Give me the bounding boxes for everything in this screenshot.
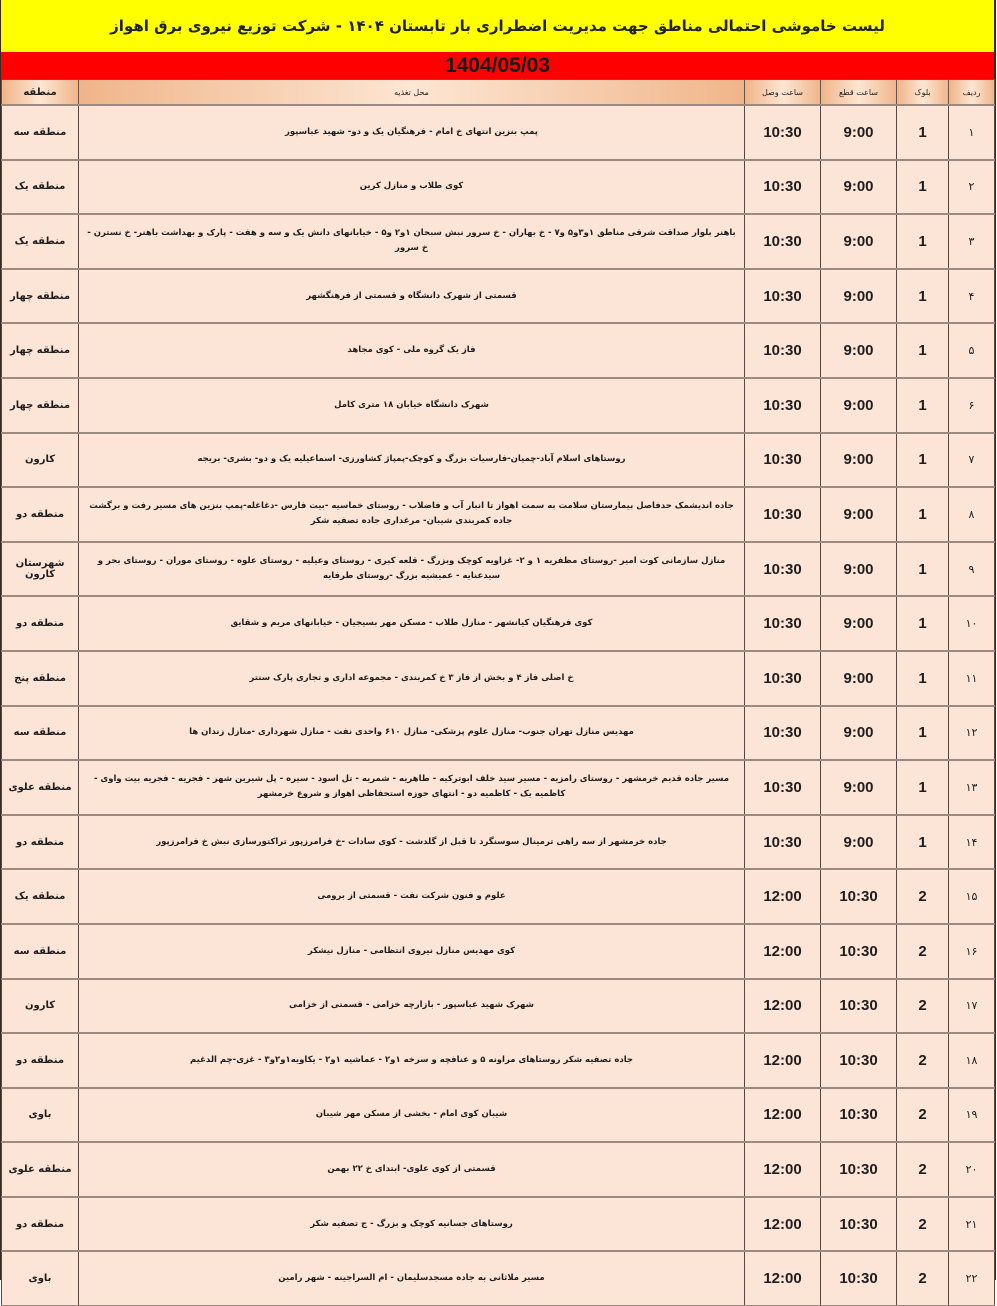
row-number-cell: ۴ [949, 269, 995, 324]
header-feed-location: محل تغذیه [79, 80, 745, 106]
cut-time-cell: 10:30 [821, 924, 897, 979]
row-number-cell: ۱۹ [949, 1088, 995, 1143]
zone-cell: منطقه دو [2, 487, 79, 542]
table-row [2, 542, 995, 597]
title-banner [1, 0, 994, 53]
feed-location-cell: شیبان کوی امام - بخشی از مسکن مهر شیبان [79, 1088, 745, 1143]
feed-location-cell: قسمتی از شهرک دانشگاه و قسمتی از فرهنگشهر [79, 269, 745, 324]
row-number-cell: ۶ [949, 378, 995, 433]
block-cell: 1 [897, 323, 949, 378]
reconnect-time-cell: 12:00 [745, 1033, 821, 1088]
block-cell: 1 [897, 160, 949, 215]
zone-cell: منطقه علوی [2, 760, 79, 815]
cut-time-cell: 9:00 [821, 542, 897, 597]
reconnect-time-cell: 12:00 [745, 1142, 821, 1197]
cut-time-cell: 10:30 [821, 1033, 897, 1088]
table-row [2, 323, 995, 378]
feed-location-cell: علوم و فنون شرکت نفت - قسمتی از برومی [79, 869, 745, 924]
feed-location-cell: خ اصلی فاز ۴ و بخش از فاز ۳ خ کمربندی - مجموعه اداری و تجاری پارک سنتر [79, 651, 745, 706]
feed-location-cell: شهرک دانشگاه خیابان ۱۸ متری کامل [79, 378, 745, 433]
reconnect-time-cell: 10:30 [745, 596, 821, 651]
reconnect-time-cell: 10:30 [745, 214, 821, 269]
block-cell: 1 [897, 433, 949, 488]
reconnect-time-cell: 12:00 [745, 1197, 821, 1252]
feed-location-cell: جاده تصفیه شکر روستاهای مراونه ۵ و عنافچه و سرخه ۱و۲ - عماشیه ۱و۲ - یکاویه۱و۲و۳ - غزی-چم الدغیم [79, 1033, 745, 1088]
block-cell: 1 [897, 706, 949, 761]
row-number-cell: ۵ [949, 323, 995, 378]
zone-cell: منطقه چهار [2, 269, 79, 324]
cut-time-cell: 10:30 [821, 869, 897, 924]
cut-time-cell: 9:00 [821, 487, 897, 542]
table-row [2, 433, 995, 488]
table-row [2, 651, 995, 706]
date-banner [1, 52, 994, 79]
reconnect-time-cell: 10:30 [745, 269, 821, 324]
reconnect-time-cell: 10:30 [745, 651, 821, 706]
zone-cell: باوی [2, 1088, 79, 1143]
cut-time-cell: 9:00 [821, 760, 897, 815]
header-block: بلوک [897, 80, 949, 106]
feed-location-cell: قسمتی از کوی علوی- ابتدای خ ۲۲ بهمن [79, 1142, 745, 1197]
table-row [2, 214, 995, 269]
block-cell: 1 [897, 269, 949, 324]
reconnect-time-cell: 10:30 [745, 105, 821, 160]
table-row [2, 378, 995, 433]
reconnect-time-cell: 10:30 [745, 378, 821, 433]
reconnect-time-cell: 12:00 [745, 1088, 821, 1143]
block-cell: 2 [897, 924, 949, 979]
feed-location-cell: کوی فرهنگیان کیانشهر - منازل طلاب - مسکن مهر بسیجیان - خیابانهای مریم و شقایق [79, 596, 745, 651]
reconnect-time-cell: 12:00 [745, 1251, 821, 1305]
block-cell: 2 [897, 979, 949, 1034]
block-cell: 1 [897, 378, 949, 433]
table-row [2, 815, 995, 870]
cut-time-cell: 9:00 [821, 269, 897, 324]
zone-cell: شهرستان کارون [2, 542, 79, 597]
block-cell: 2 [897, 869, 949, 924]
block-cell: 1 [897, 815, 949, 870]
zone-cell: منطقه سه [2, 105, 79, 160]
cut-time-cell: 9:00 [821, 706, 897, 761]
cut-time-cell: 9:00 [821, 433, 897, 488]
zone-cell: منطقه سه [2, 706, 79, 761]
feed-location-cell: جاده خرمشهر از سه راهی ترمینال سوسنگرد تا قبل از گلدشت - کوی سادات -خ فرامرزپور تراکتورسازی نبش خ فرامرزپور [79, 815, 745, 870]
table-row [2, 160, 995, 215]
zone-cell: منطقه چهار [2, 378, 79, 433]
block-cell: 2 [897, 1033, 949, 1088]
feed-location-cell: روستاهای اسلام آباد-چمیان-فارسیات بزرگ و کوچک-پمپاژ کشاورزی- اسماعیلیه یک و دو- بشری- بریجه [79, 433, 745, 488]
cut-time-cell: 10:30 [821, 1251, 897, 1305]
row-number-cell: ۱۸ [949, 1033, 995, 1088]
table-header-row [2, 80, 995, 106]
reconnect-time-cell: 10:30 [745, 323, 821, 378]
zone-cell: منطقه سه [2, 924, 79, 979]
block-cell: 1 [897, 105, 949, 160]
cut-time-cell: 10:30 [821, 979, 897, 1034]
zone-cell: منطقه پنج [2, 651, 79, 706]
table-row [2, 706, 995, 761]
reconnect-time-cell: 10:30 [745, 160, 821, 215]
reconnect-time-cell: 10:30 [745, 706, 821, 761]
reconnect-time-cell: 10:30 [745, 542, 821, 597]
reconnect-time-cell: 10:30 [745, 815, 821, 870]
reconnect-time-cell: 10:30 [745, 433, 821, 488]
header-reconnect-time: ساعت وصل [745, 80, 821, 106]
table-row [2, 869, 995, 924]
feed-location-cell: پمپ بنزین انتهای خ امام - فرهنگیان یک و دو- شهید عباسپور [79, 105, 745, 160]
feed-location-cell: باهنر بلوار صداقت شرقی مناطق ۱و۳و۵ و۷ - خ بهاران - خ سرور نبش سبحان ۱و۲ و۵ - خیابانهای دانش یک و سه و هفت - پارک و بهداشت باهنر- خ نسترن - خ سرور [79, 214, 745, 269]
cut-time-cell: 9:00 [821, 815, 897, 870]
header-row-number: ردیف [949, 80, 995, 106]
header-cut-time: ساعت قطع [821, 80, 897, 106]
zone-cell: باوی [2, 1251, 79, 1305]
row-number-cell: ۷ [949, 433, 995, 488]
zone-cell: منطقه دو [2, 1033, 79, 1088]
row-number-cell: ۲۰ [949, 1142, 995, 1197]
feed-location-cell: روستاهای جسانیه کوچک و بزرگ - ج تصفیه شکر [79, 1197, 745, 1252]
row-number-cell: ۲ [949, 160, 995, 215]
cut-time-cell: 10:30 [821, 1197, 897, 1252]
reconnect-time-cell: 12:00 [745, 869, 821, 924]
table-row [2, 979, 995, 1034]
row-number-cell: ۱۷ [949, 979, 995, 1034]
table-row [2, 1033, 995, 1088]
page-title: لیست خاموشی احتمالی مناطق جهت مدیریت اضطراری بار تابستان ۱۴۰۴ - شرکت توزیع نیروی برق اهواز [110, 17, 885, 35]
block-cell: 2 [897, 1197, 949, 1252]
table-row [2, 596, 995, 651]
table-row [2, 924, 995, 979]
cut-time-cell: 9:00 [821, 105, 897, 160]
table-row [2, 1142, 995, 1197]
zone-cell: منطقه یک [2, 160, 79, 215]
cut-time-cell: 9:00 [821, 214, 897, 269]
cut-time-cell: 9:00 [821, 323, 897, 378]
zone-cell: منطقه چهار [2, 323, 79, 378]
cut-time-cell: 9:00 [821, 378, 897, 433]
row-number-cell: ۳ [949, 214, 995, 269]
block-cell: 1 [897, 596, 949, 651]
row-number-cell: ۱۱ [949, 651, 995, 706]
reconnect-time-cell: 12:00 [745, 924, 821, 979]
zone-cell: کارون [2, 433, 79, 488]
row-number-cell: ۸ [949, 487, 995, 542]
feed-location-cell: مهدیس منازل تهران جنوب- منازل علوم پزشکی- منازل ۶۱۰ واحدی نفت - منازل شهرداری -منازل زندان ها [79, 706, 745, 761]
table-row [2, 105, 995, 160]
block-cell: 1 [897, 214, 949, 269]
row-number-cell: ۱۰ [949, 596, 995, 651]
block-cell: 2 [897, 1088, 949, 1143]
block-cell: 1 [897, 487, 949, 542]
zone-cell: منطقه دو [2, 1197, 79, 1252]
feed-location-cell: کوی مهدیس منازل نیروی انتظامی - منازل نیشکر [79, 924, 745, 979]
feed-location-cell: جاده اندیشمک حدفاصل بیمارستان سلامت به سمت اهواز تا انبار آب و فاضلاب - روستای خماسیه -بیت فارس -دغاغله-پمپ بنزین های مسیر رفت و برگشت جاده کمربندی شیبان- مرغداری جاده تصفیه شکر [79, 487, 745, 542]
table-body [2, 105, 995, 1306]
row-number-cell: ۲۲ [949, 1251, 995, 1305]
row-number-cell: ۱۲ [949, 706, 995, 761]
cut-time-cell: 9:00 [821, 596, 897, 651]
table-row [2, 487, 995, 542]
row-number-cell: ۱۴ [949, 815, 995, 870]
blackout-table [1, 79, 995, 1306]
zone-cell: منطقه علوی [2, 1142, 79, 1197]
row-number-cell: ۱۵ [949, 869, 995, 924]
table-row [2, 269, 995, 324]
zone-cell: منطقه دو [2, 596, 79, 651]
cut-time-cell: 9:00 [821, 651, 897, 706]
schedule-date: 1404/05/03 [444, 53, 551, 77]
block-cell: 1 [897, 651, 949, 706]
table-row [2, 760, 995, 815]
reconnect-time-cell: 10:30 [745, 760, 821, 815]
row-number-cell: ۱۳ [949, 760, 995, 815]
feed-location-cell: منازل سازمانی کوت امیر -روستای مظفریه ۱ و ۲- غزاویه کوچک وبزرگ - قلعه کبری - روستای وعیلیه - روستای علوه - روستای موران - روستای بحر و سیدعنایه - عمیشیه بزرگ -روستای طرفایه [79, 542, 745, 597]
block-cell: 2 [897, 1142, 949, 1197]
zone-cell: منطقه یک [2, 869, 79, 924]
table-row [2, 1251, 995, 1305]
row-number-cell: ۱ [949, 105, 995, 160]
zone-cell: کارون [2, 979, 79, 1034]
zone-cell: منطقه دو [2, 815, 79, 870]
feed-location-cell: شهرک شهید عباسپور - بازارچه خزامی - قسمتی از خزامی [79, 979, 745, 1034]
row-number-cell: ۹ [949, 542, 995, 597]
row-number-cell: ۲۱ [949, 1197, 995, 1252]
row-number-cell: ۱۶ [949, 924, 995, 979]
block-cell: 1 [897, 760, 949, 815]
feed-location-cell: فاز یک گروه ملی - کوی مجاهد [79, 323, 745, 378]
block-cell: 1 [897, 542, 949, 597]
header-zone: منطقه [2, 80, 79, 106]
cut-time-cell: 9:00 [821, 160, 897, 215]
table-row [2, 1088, 995, 1143]
reconnect-time-cell: 12:00 [745, 979, 821, 1034]
block-cell: 2 [897, 1251, 949, 1305]
reconnect-time-cell: 10:30 [745, 487, 821, 542]
feed-location-cell: کوی طلاب و منازل کرین [79, 160, 745, 215]
zone-cell: منطقه یک [2, 214, 79, 269]
feed-location-cell: مسیر ملاثانی به جاده مسجدسلیمان - ام السراجینه - شهر رامین [79, 1251, 745, 1305]
cut-time-cell: 10:30 [821, 1088, 897, 1143]
cut-time-cell: 10:30 [821, 1142, 897, 1197]
table-row [2, 1197, 995, 1252]
feed-location-cell: مسیر جاده قدیم خرمشهر - روستای رامزیه - مسیر سید خلف ابوترکیه - طاهریه - شمریه - تل اسود - سیره - پل شیرین شهر - فجریه - فجریه بیت واوی - کاظمیه یک - کاظمیه دو - انتهای حوزه استحفاظی اهواز و شروع خرمشهر [79, 760, 745, 815]
